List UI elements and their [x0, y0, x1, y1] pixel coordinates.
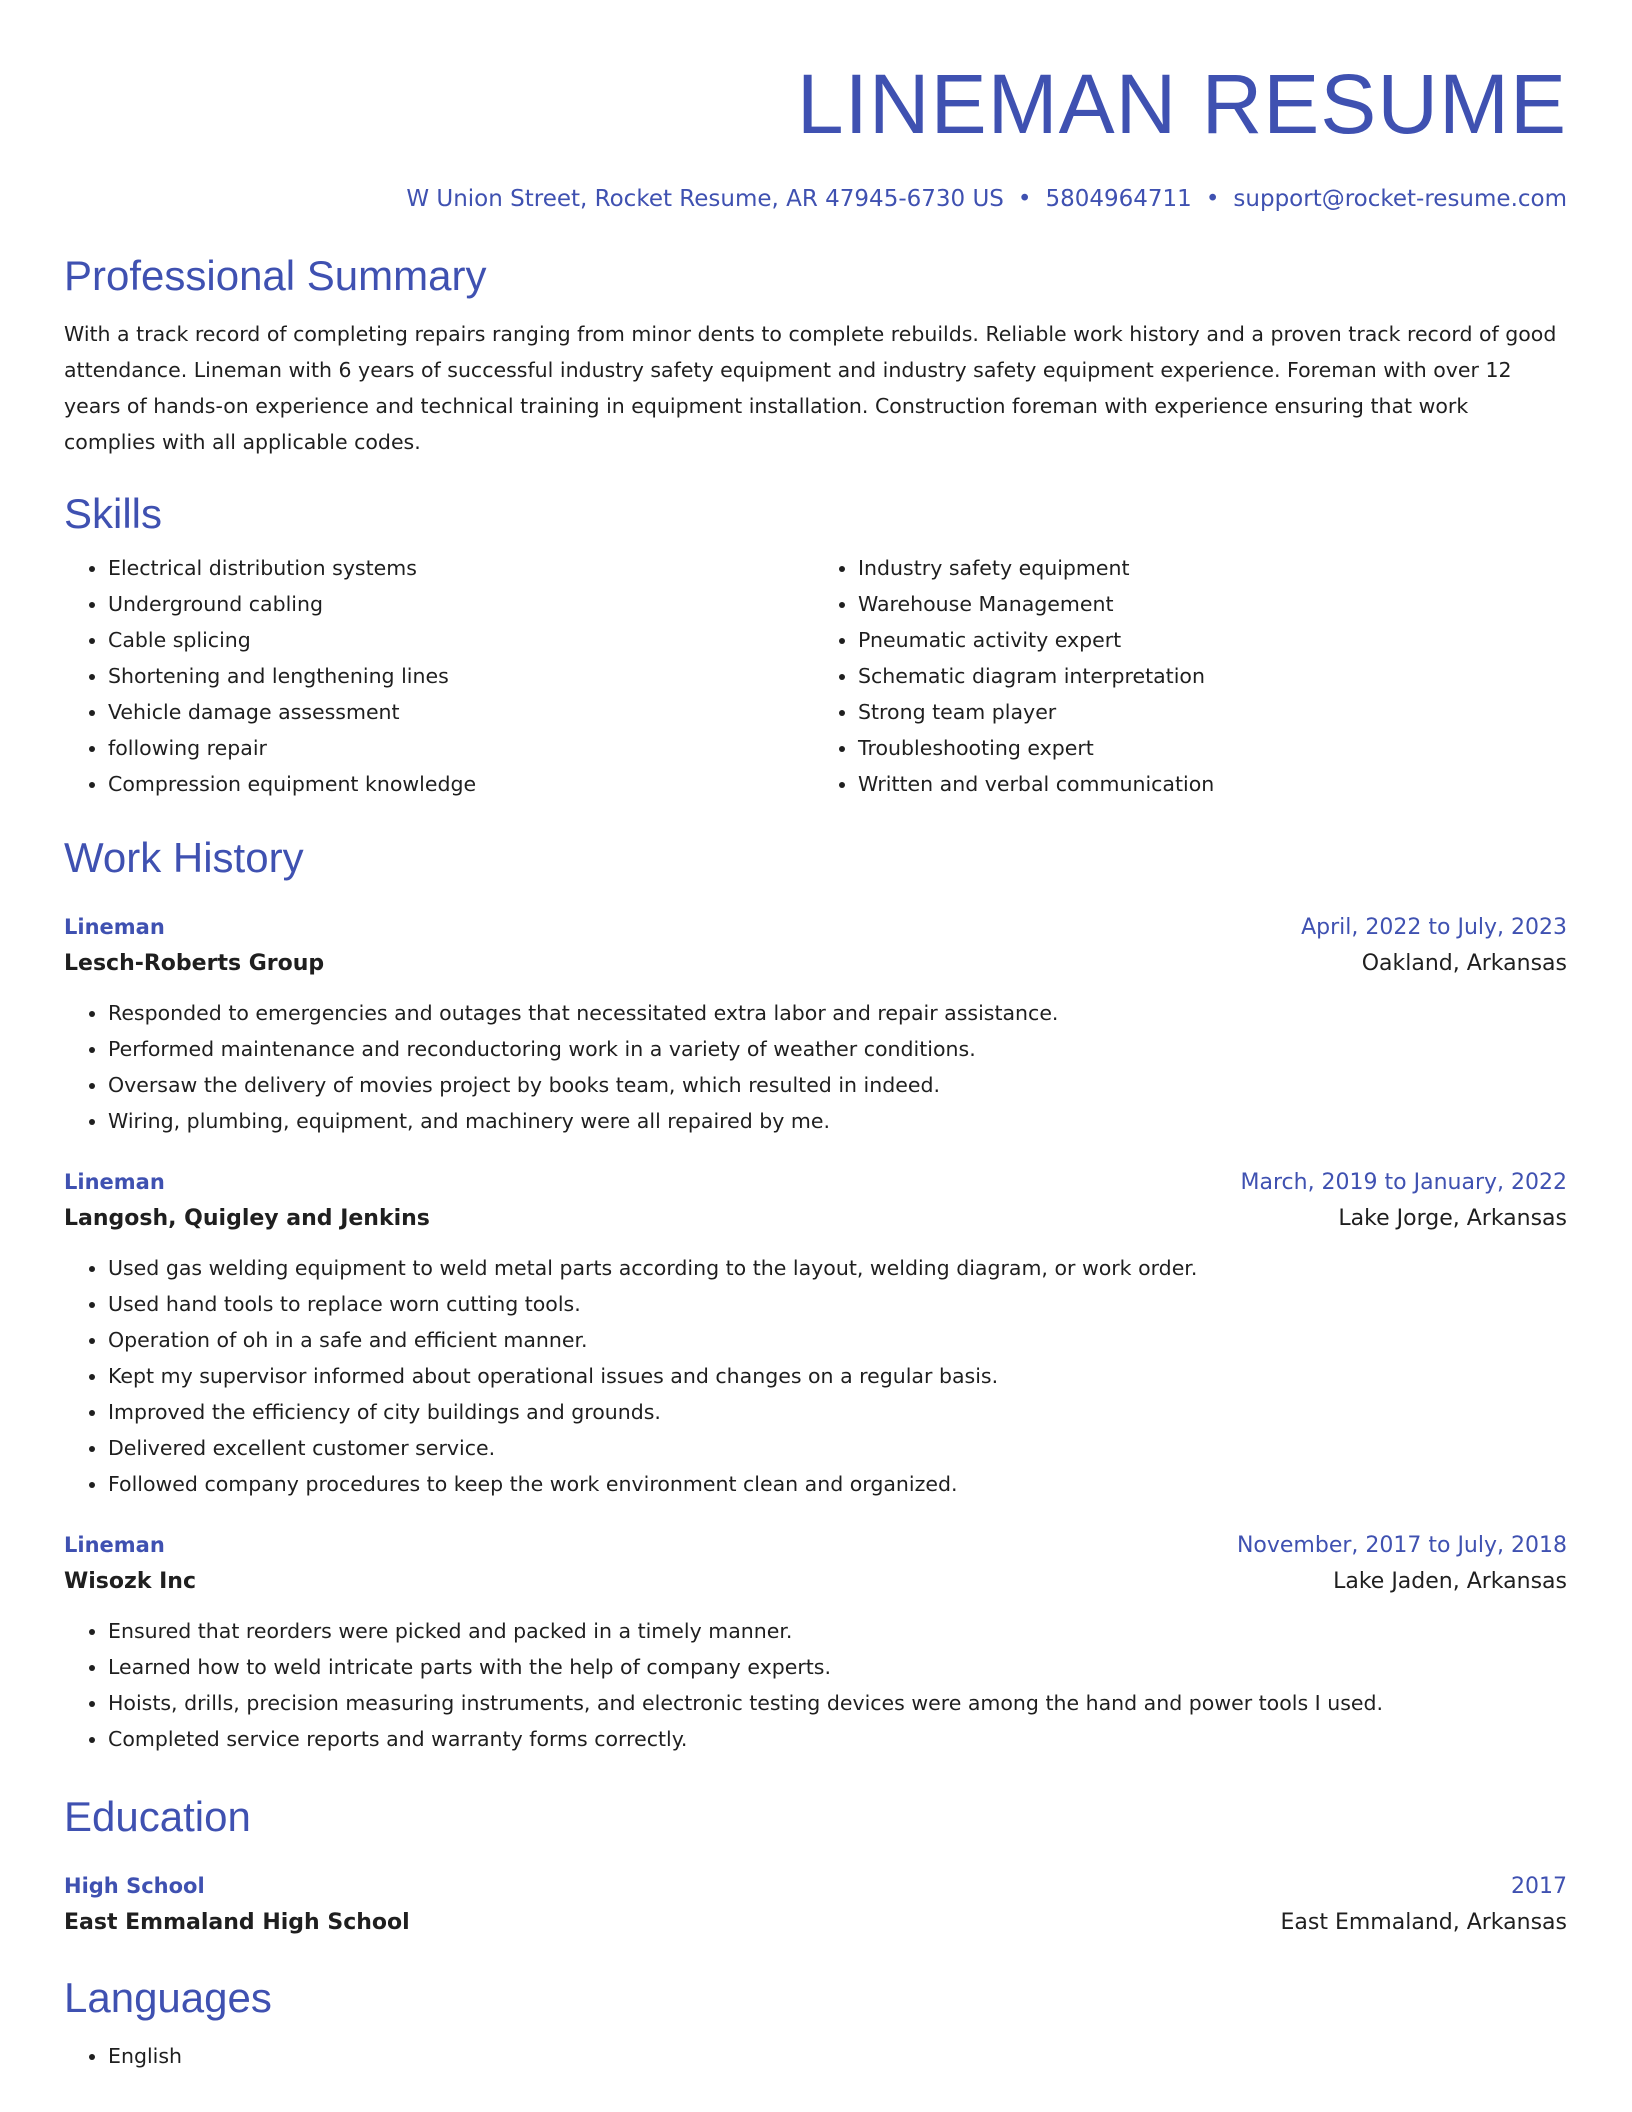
skill-item: • Troubleshooting expert — [858, 730, 1556, 766]
languages-list — [64, 2038, 1567, 2074]
job-bullet: • Ensured that reorders were picked and packed in a timely manner. — [108, 1613, 1567, 1649]
job-bullet: • Responded to emergencies and outages that necessitated extra labor and repair assistance. — [108, 995, 1567, 1031]
job-bullet: • Used hand tools to replace worn cutting tools. — [108, 1286, 1567, 1322]
skill-item: • Schematic diagram interpretation — [858, 658, 1556, 694]
job-dates: November, 2017 to July, 2018 — [1236, 1533, 1567, 1558]
job-dates: April, 2022 to July, 2023 — [1301, 915, 1567, 940]
job-location: Oakland, Arkansas — [1361, 951, 1567, 976]
job-bullet: • Wiring, plumbing, equipment, and machinery were all repaired by me. — [108, 1103, 1567, 1139]
contact-separator: • — [1205, 186, 1220, 212]
skills-column-left — [64, 550, 806, 802]
education-location: East Emmaland, Arkansas — [1280, 1910, 1567, 1935]
skill-item: • Vehicle damage assessment — [108, 694, 806, 730]
contact-separator: • — [1017, 186, 1032, 212]
language-item: • English — [108, 2038, 1567, 2074]
education-school: East Emmaland High School — [64, 1910, 410, 1935]
skills-list — [64, 550, 1567, 802]
education-year: 2017 — [1511, 1874, 1567, 1899]
job-bullet: • Used gas welding equipment to weld metal parts according to the layout, welding diagram, or work order. — [108, 1250, 1567, 1286]
skill-item: • Cable splicing — [108, 622, 806, 658]
job-role: Lineman — [64, 915, 165, 939]
job-bullets — [64, 995, 1567, 1139]
job-bullet: • Improved the efficiency of city buildings and grounds. — [108, 1394, 1567, 1430]
work-history-heading: Work History — [64, 834, 304, 881]
job-dates: March, 2019 to January, 2022 — [1240, 1170, 1567, 1195]
job-entry — [64, 910, 1567, 1139]
skill-item: • Industry safety equipment — [858, 550, 1556, 586]
job-location: Lake Jaden, Arkansas — [1333, 1569, 1567, 1594]
job-bullet: • Delivered excellent customer service. — [108, 1430, 1567, 1466]
education-entry — [64, 1869, 1567, 1942]
job-bullet: • Hoists, drills, precision measuring instruments, and electronic testing devices were among the hand and power tools I used. — [108, 1685, 1567, 1721]
job-company: Lesch-Roberts Group — [64, 951, 325, 976]
summary-text: With a track record of completing repairs ranging from minor dents to complete rebuilds. Reliable work history and a proven track record of good attendance. Lineman with 6 years of successful industry safety equipment and industry safety equipment experience. Foreman with over 12 years of hands-on experience and technical training in equipment installation. Construction foreman with experience ensuring that work complies with all applicable codes. — [64, 322, 1557, 454]
job-bullet: • Learned how to weld intricate parts with the help of company experts. — [108, 1649, 1567, 1685]
job-bullet: • Completed service reports and warranty forms correctly. — [108, 1721, 1567, 1757]
job-bullet: • Operation of oh in a safe and efficient manner. — [108, 1322, 1567, 1358]
job-entry — [64, 1528, 1567, 1757]
skill-item: • following repair — [108, 730, 806, 766]
skill-item: • Warehouse Management — [858, 586, 1556, 622]
skill-item: • Pneumatic activity expert — [858, 622, 1556, 658]
skills-column-right — [806, 550, 1556, 802]
skill-item: • Compression equipment knowledge — [108, 766, 806, 802]
skill-item: • Strong team player — [858, 694, 1556, 730]
skill-item: • Electrical distribution systems — [108, 550, 806, 586]
job-bullet: • Followed company procedures to keep the work environment clean and organized. — [108, 1466, 1567, 1502]
contact-line — [64, 184, 1567, 214]
contact-email: support@rocket-resume.com — [1233, 186, 1567, 212]
summary-heading: Professional Summary — [64, 252, 487, 299]
job-bullet: • Kept my supervisor informed about operational issues and changes on a regular basis. — [108, 1358, 1567, 1394]
job-company: Wisozk Inc — [64, 1569, 196, 1594]
languages-heading: Languages — [64, 1974, 272, 2021]
skill-item: • Written and verbal communication — [858, 766, 1556, 802]
job-bullet: • Oversaw the delivery of movies project by books team, which resulted in indeed. — [108, 1067, 1567, 1103]
job-role: Lineman — [64, 1533, 165, 1557]
education-degree: High School — [64, 1874, 205, 1898]
job-bullet: • Performed maintenance and reconductoring work in a variety of weather conditions. — [108, 1031, 1567, 1067]
contact-address: W Union Street, Rocket Resume, AR 47945-6730 US — [406, 186, 1004, 212]
skill-item: • Shortening and lengthening lines — [108, 658, 806, 694]
job-bullets — [64, 1613, 1567, 1757]
job-company: Langosh, Quigley and Jenkins — [64, 1206, 430, 1231]
resume-page — [64, 0, 1567, 2074]
job-bullets — [64, 1250, 1567, 1502]
skill-item: • Underground cabling — [108, 586, 806, 622]
job-location: Lake Jorge, Arkansas — [1338, 1206, 1567, 1231]
resume-title: LINEMAN RESUME — [796, 57, 1567, 151]
education-heading: Education — [64, 1793, 251, 1840]
contact-phone: 5804964711 — [1045, 186, 1192, 212]
skills-heading: Skills — [64, 490, 163, 537]
job-role: Lineman — [64, 1170, 165, 1194]
job-entry — [64, 1165, 1567, 1502]
